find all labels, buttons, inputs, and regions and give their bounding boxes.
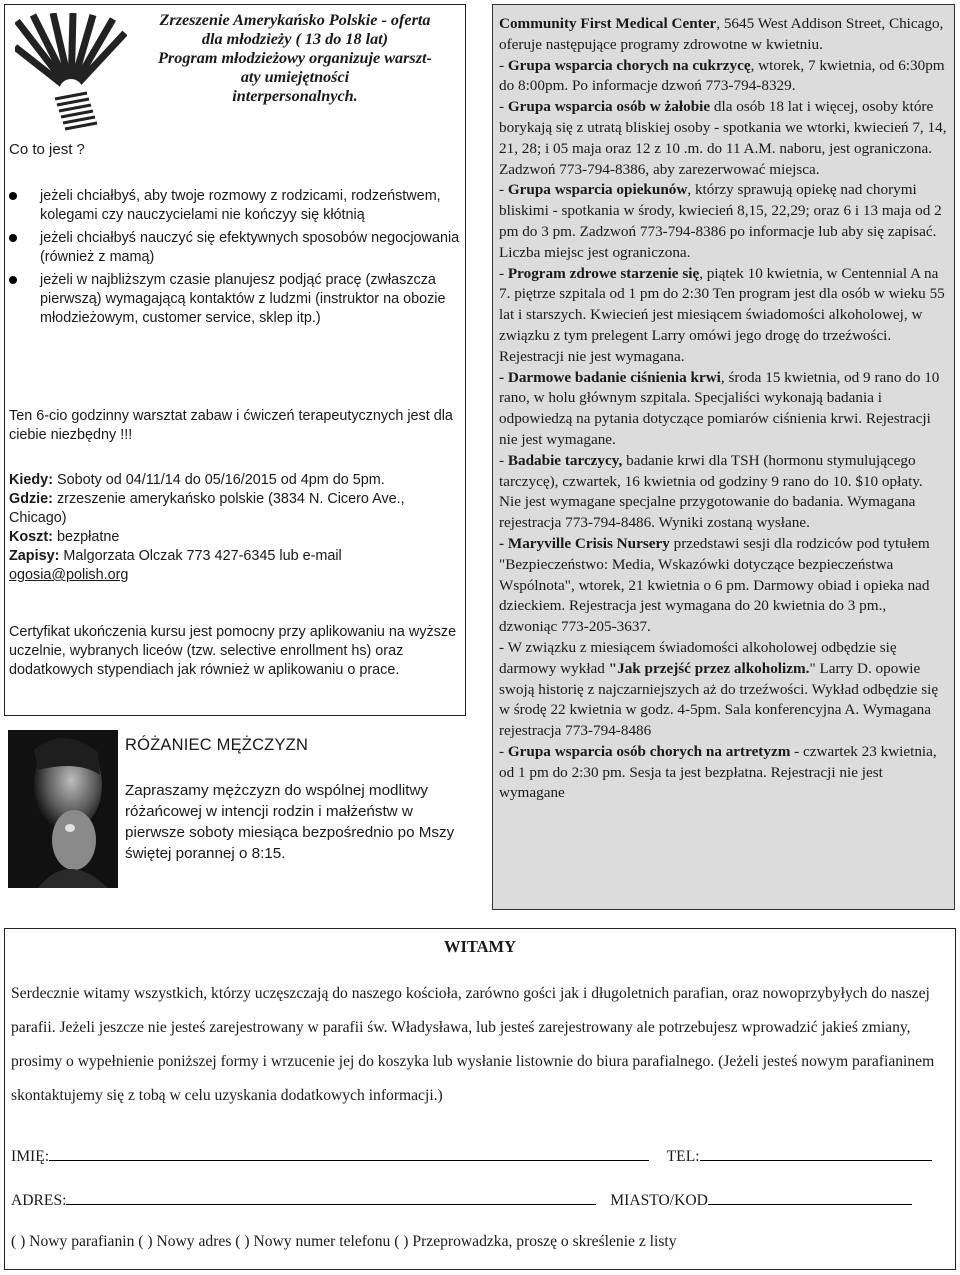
youth-program-title: Zrzeszenie Amerykańsko Polskie - oferta dla młodzieży ( 13 do 18 lat) Program młodzieżowy organizuje warszt- aty umiejętności interpersonalnych. — [158, 11, 432, 105]
health-programs-box — [492, 4, 955, 910]
where-value: zrzeszenie amerykańsko polskie (3834 N. Cicero Ave., Chicago) — [9, 491, 405, 526]
praying-man-photo — [8, 730, 118, 888]
health-program-item: - Grupa wsparcia chorych na cukrzycę, wtorek, 7 kwietnia, od 6:30pm do 8:00pm. Po informacje dzwoń 773-794-8329. — [499, 56, 945, 95]
registration-options[interactable]: ( ) Nowy parafianin ( ) Nowy adres ( ) Nowy numer telefonu ( ) Przeprowadzka, proszę o skreślenie z listy — [11, 1233, 677, 1250]
city-label: MIASTO/KOD — [610, 1192, 708, 1209]
phone-label: TEL: — [666, 1148, 700, 1165]
welcome-title: WITAMY — [443, 937, 517, 956]
health-programs-text — [499, 14, 947, 804]
list-item: jeżeli w najbliższym czasie planujesz podjąć pracę (zwłaszcza pierwszą) wymagającą kontaktów z ludzmi (instruktor na obozie młodzieżowym, customer service, sklep itp.) — [9, 271, 461, 328]
health-program-item: - Darmowe badanie ciśnienia krwi, środa 15 kwietnia, od 9 rano do 10 rano, w holu głównym szpitala. Specjaliści wykonają badania i odpowiedzą na pytania dotyczące pomiarów ciśnienia krwi. Rejestracji nie jest wymagane. — [499, 368, 940, 448]
bullet-icon — [9, 276, 17, 284]
health-program-item: - Grupa wsparcia opiekunów, którzy sprawują opiekę nad chorymi bliskimi - spotkania w środy, kwiecień 8,15, 22,29; oraz 6 i 13 maja od 2 pm do 3 pm. Zadzwoń 773-794-8386 po informacje lub aby się zapisać. Liczba miejsc jest ograniczona. — [499, 181, 942, 261]
health-program-item: - Maryville Crisis Nursery przedstawi sesji dla rodziców pod tytułem "Bezpieczeństwo: Media, Wskazówki dotyczące bezpieczeństwa Wspólnota", wtorek, 21 kwietnia o 6 pm. Darmowy obiad i opieka nad dzieckiem. Rejestracja jest wymagana do 20 kwietnia do 3 pm., dzwoniąc 773-205-3637. — [499, 534, 930, 636]
address-field[interactable] — [66, 1189, 596, 1205]
what-is-it-label: Co to jest ? — [9, 141, 85, 158]
phone-field[interactable] — [700, 1145, 932, 1161]
bullet-icon — [9, 192, 17, 200]
where-label: Gdzie: — [9, 491, 53, 507]
reasons-list — [9, 187, 461, 332]
signup-label: Zapisy: — [9, 548, 60, 564]
rosary-invitation: Zapraszamy mężczyzn do wspólnej modlitwy różańcowej w intencji rodzin i małżeństw w pierwsze soboty miesiąca bezpośrednio po Mszy świętej porannej o 8:15. — [125, 782, 455, 862]
bullet-icon — [9, 234, 17, 242]
list-item: jeżeli chciałbyś nauczyć się efektywnych sposobów negocjowania (również z mamą) — [9, 229, 461, 267]
when-value: Soboty od 04/11/14 do 05/16/2015 od 4pm do 5pm. — [52, 472, 385, 488]
welcome-text: Serdecznie witamy wszystkich, którzy uczęszczają do naszego kościoła, zarówno gości jak i długoletnich parafian, oraz nowoprzybyłych do naszej parafii. Jeżeli jeszcze nie jesteś zarejestrowany w parafii św. Władysława, lub jesteś zarejestrowany ale potrzebujesz wprowadzić jakieś zmiany, prosimy o wypełnienie poniższej formy i wrzucenie jej do koszyka lub wysłanie listownie do biura parafialnego. (Jeżeli jesteś nowym parafianinem skontaktujemy się z tobą w celu uzyskania dodatkowych informacji.) — [11, 985, 935, 1104]
health-intro: Community First Medical Center, 5645 West Addison Street, Chicago, oferuje następujące programy zdrowotne w kwietniu. — [499, 15, 944, 53]
event-details — [9, 471, 461, 585]
cost-value: bezpłatne — [52, 529, 120, 545]
health-program-item: - W związku z miesiącem świadomości alkoholowej odbędzie się darmowy wykład "Jak przejść przez alkoholizm." Larry D. opowie swoją historię z najczarniejszych aż do trzeźwości. Wykład odbędzie się w środę 22 kwietnia w godz. 4-5pm. Sala konferencyjna A. Wymagana rejestracja 773-794-8486 — [499, 638, 939, 740]
name-label: IMIĘ: — [11, 1148, 50, 1165]
youth-program-box — [4, 4, 466, 716]
when-label: Kiedy: — [9, 472, 53, 488]
welcome-registration-box — [4, 928, 956, 1270]
health-program-item: - Program zdrowe starzenie się, piątek 10 kwietnia, w Centennial A na 7. piętrze szpitala od 1 pm do 2:30 Ten program jest dla osób w wieku 55 lat i starszych. Kwiecień jest miesiącem świadomości alkoholowej, w związku z tym prelegent Larry omówi jego drogę do trzeźwości. Rejestracji nie jest wymagana. — [499, 264, 945, 365]
association-logo-icon — [15, 13, 127, 131]
cost-label: Koszt: — [9, 529, 53, 545]
address-city-row — [11, 1189, 912, 1210]
rosary-title: RÓŻANIEC MĘŻCZYZN — [125, 736, 309, 754]
city-field[interactable] — [708, 1189, 912, 1205]
health-program-item: - Grupa wsparcia osób chorych na artretyzm - czwartek 23 kwietnia, od 1 pm do 2:30 pm. Sesja ta jest bezpłatna. Rejestracji nie jest wymagane — [499, 742, 937, 802]
list-item: jeżeli chciałbyś, aby twoje rozmowy z rodzicami, rodzeństwem, kolegami czy nauczycielami nie kończyy się kłótnią — [9, 187, 461, 225]
workshop-description: Ten 6-cio godzinny warsztat zabaw i ćwiczeń terapeutycznych jest dla ciebie niezbędny !!! — [9, 408, 453, 443]
address-label: ADRES: — [11, 1192, 67, 1209]
name-phone-row — [11, 1145, 932, 1166]
signup-value: Malgorzata Olczak 773 427-6345 lub e-mail — [59, 548, 342, 564]
name-field[interactable] — [49, 1145, 649, 1161]
health-program-item: - Badabie tarczycy, badanie krwi dla TSH (hormonu stymulującego tarczycę), czwartek, 16 kwietnia od godziny 9 rano do 10. $10 opłaty. Nie jest wymagane specjalne przygotowanie do badania. Wymagana rejestracja 773-794-8486. Wyniki zostaną wysłane. — [499, 451, 923, 532]
signup-email-link[interactable]: ogosia@polish.org — [9, 567, 129, 583]
health-program-item: - Grupa wsparcia osób w żałobie dla osób 18 lat i więcej, osoby które borykają się z utratą bliskiej osoby - spotkania we wtorki, kwiecień 7, 14, 21, 28; i 05 maja oraz 12 z 10 .m. do 11 A.M. naboru, jest ograniczona. Zadzwoń 773-794-8386, aby zarezerwować miejsca. — [499, 98, 947, 178]
certificate-note: Certyfikat ukończenia kursu jest pomocny przy aplikowaniu na wyższe uczelnie, wybranych liceów (tzw. selective enrollment hs) oraz dodatkowych stypendiach jak również w aplikowaniu o prace. — [9, 624, 457, 678]
